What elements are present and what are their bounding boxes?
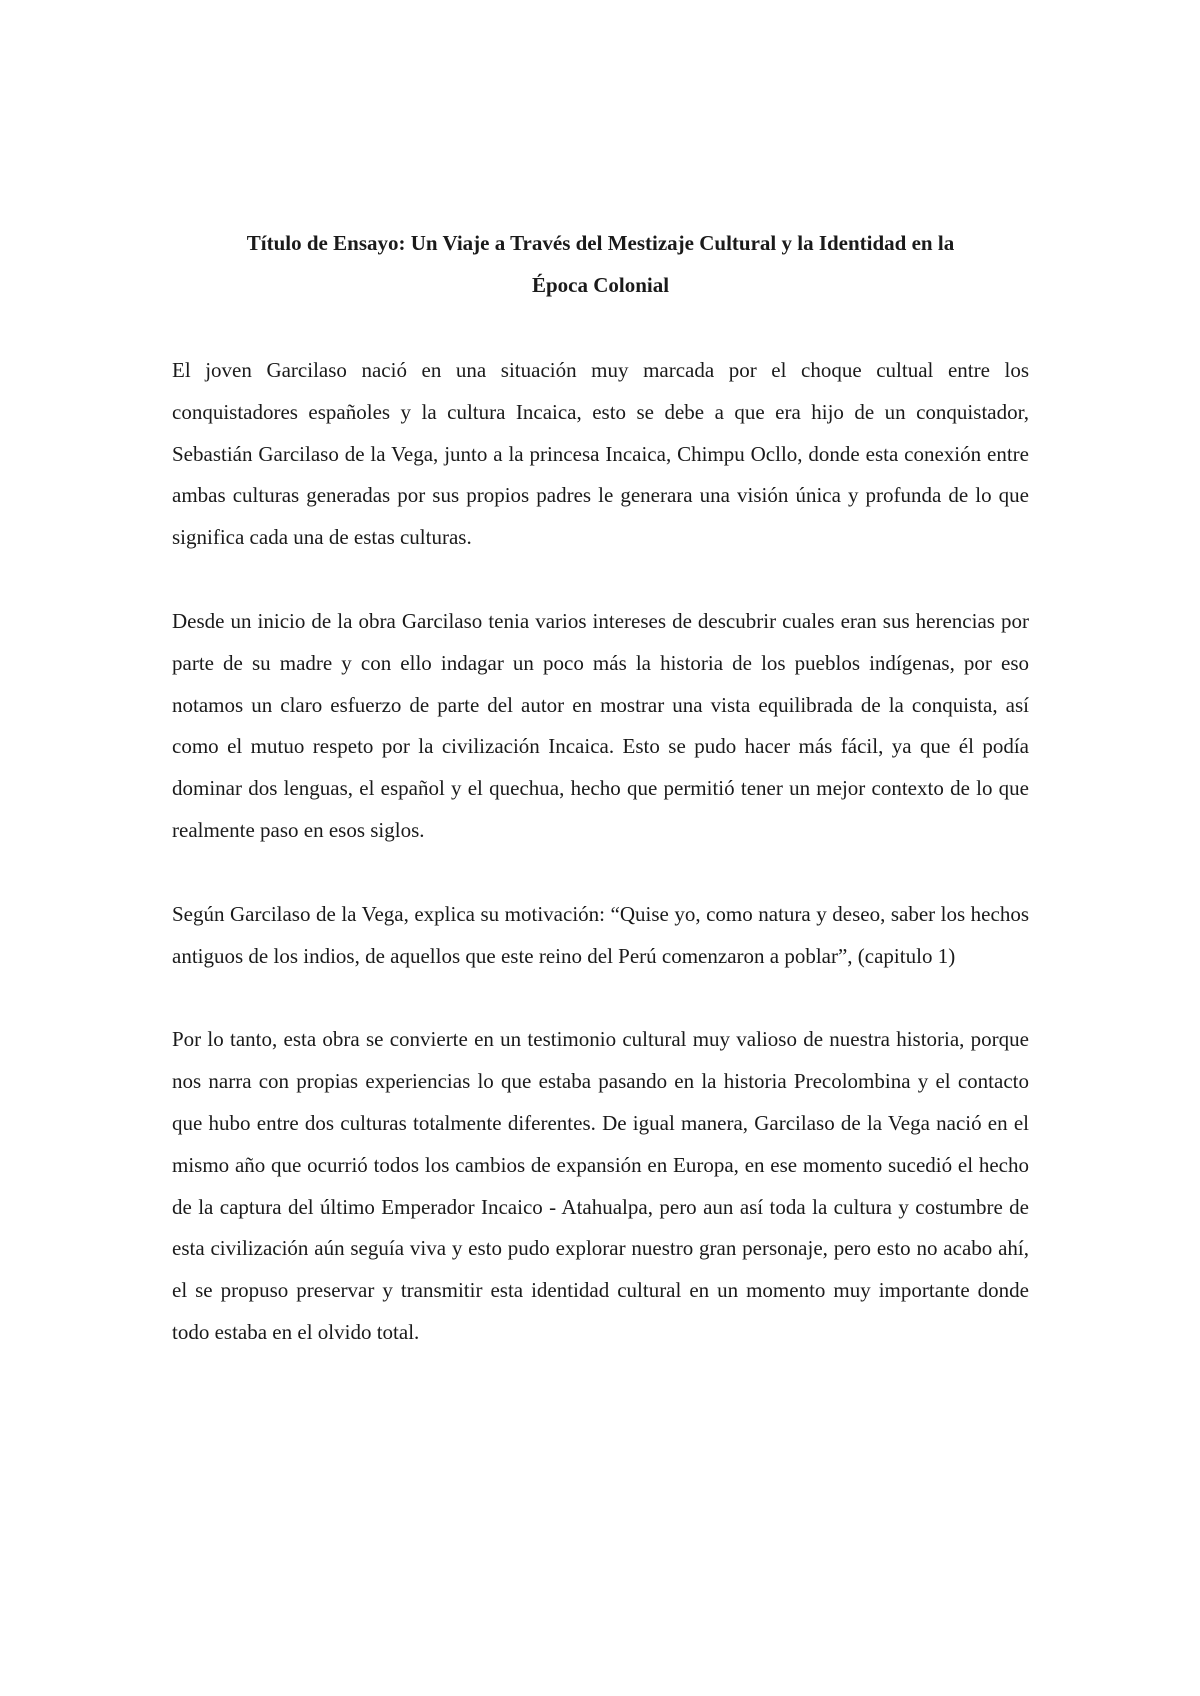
paragraph-spacer — [172, 977, 1029, 1019]
document-body — [172, 222, 1029, 1354]
paragraph-2: Desde un inicio de la obra Garcilaso tenia varios intereses de descubrir cuales eran sus herencias por parte de su madre y con ello indagar un poco más la historia de los pueblos indígenas, por eso notamos un claro esfuerzo de parte del autor en mostrar una vista equilibrada de la conquista, así como el mutuo respeto por la civilización Incaica. Esto se pudo hacer más fácil, ya que él podía dominar dos lenguas, el español y el quechua, hecho que permitió tener un mejor contexto de lo que realmente paso en esos siglos. — [172, 608, 1029, 842]
paragraph-3: Según Garcilaso de la Vega, explica su motivación: “Quise yo, como natura y deseo, saber los hechos antiguos de los indios, de aquellos que este reino del Perú comenzaron a poblar”, (capitulo 1) — [172, 901, 1029, 968]
paragraph-1: El joven Garcilaso nació en una situación muy marcada por el choque cultual entre los conquistadores españoles y la cultura Incaica, esto se debe a que era hijo de un conquistador, Sebastián Garcilaso de la Vega, junto a la princesa Incaica, Chimpu Ocllo, donde esta conexión entre ambas culturas generadas por sus propios padres le generara una visión única y profunda de lo que significa cada una de estas culturas. — [172, 358, 1029, 550]
paragraph-spacer — [172, 559, 1029, 601]
essay-title — [172, 222, 1029, 306]
paragraph-4: Por lo tanto, esta obra se convierte en un testimonio cultural muy valioso de nuestra historia, porque nos narra con propias experiencias lo que estaba pasando en la historia Precolombina y el contacto que hubo entre dos culturas totalmente diferentes. De igual manera, Garcilaso de la Vega nació en el mismo año que ocurrió todos los cambios de expansión en Europa, en ese momento sucedió el hecho de la captura del último Emperador Incaico - Atahualpa, pero aun así toda la cultura y costumbre de esta civilización aún seguía viva y esto pudo explorar nuestro gran personaje, pero esto no acabo ahí, el se propuso preservar y transmitir esta identidad cultural en un momento muy importante donde todo estaba en el olvido total. — [172, 1027, 1029, 1344]
title-spacer — [172, 306, 1029, 350]
essay-title-line-1: Título de Ensayo: Un Viaje a Través del Mestizaje Cultural y la Identidad en la — [246, 231, 955, 255]
essay-title-line-2: Época Colonial — [531, 273, 670, 297]
paragraph-spacer — [172, 852, 1029, 894]
